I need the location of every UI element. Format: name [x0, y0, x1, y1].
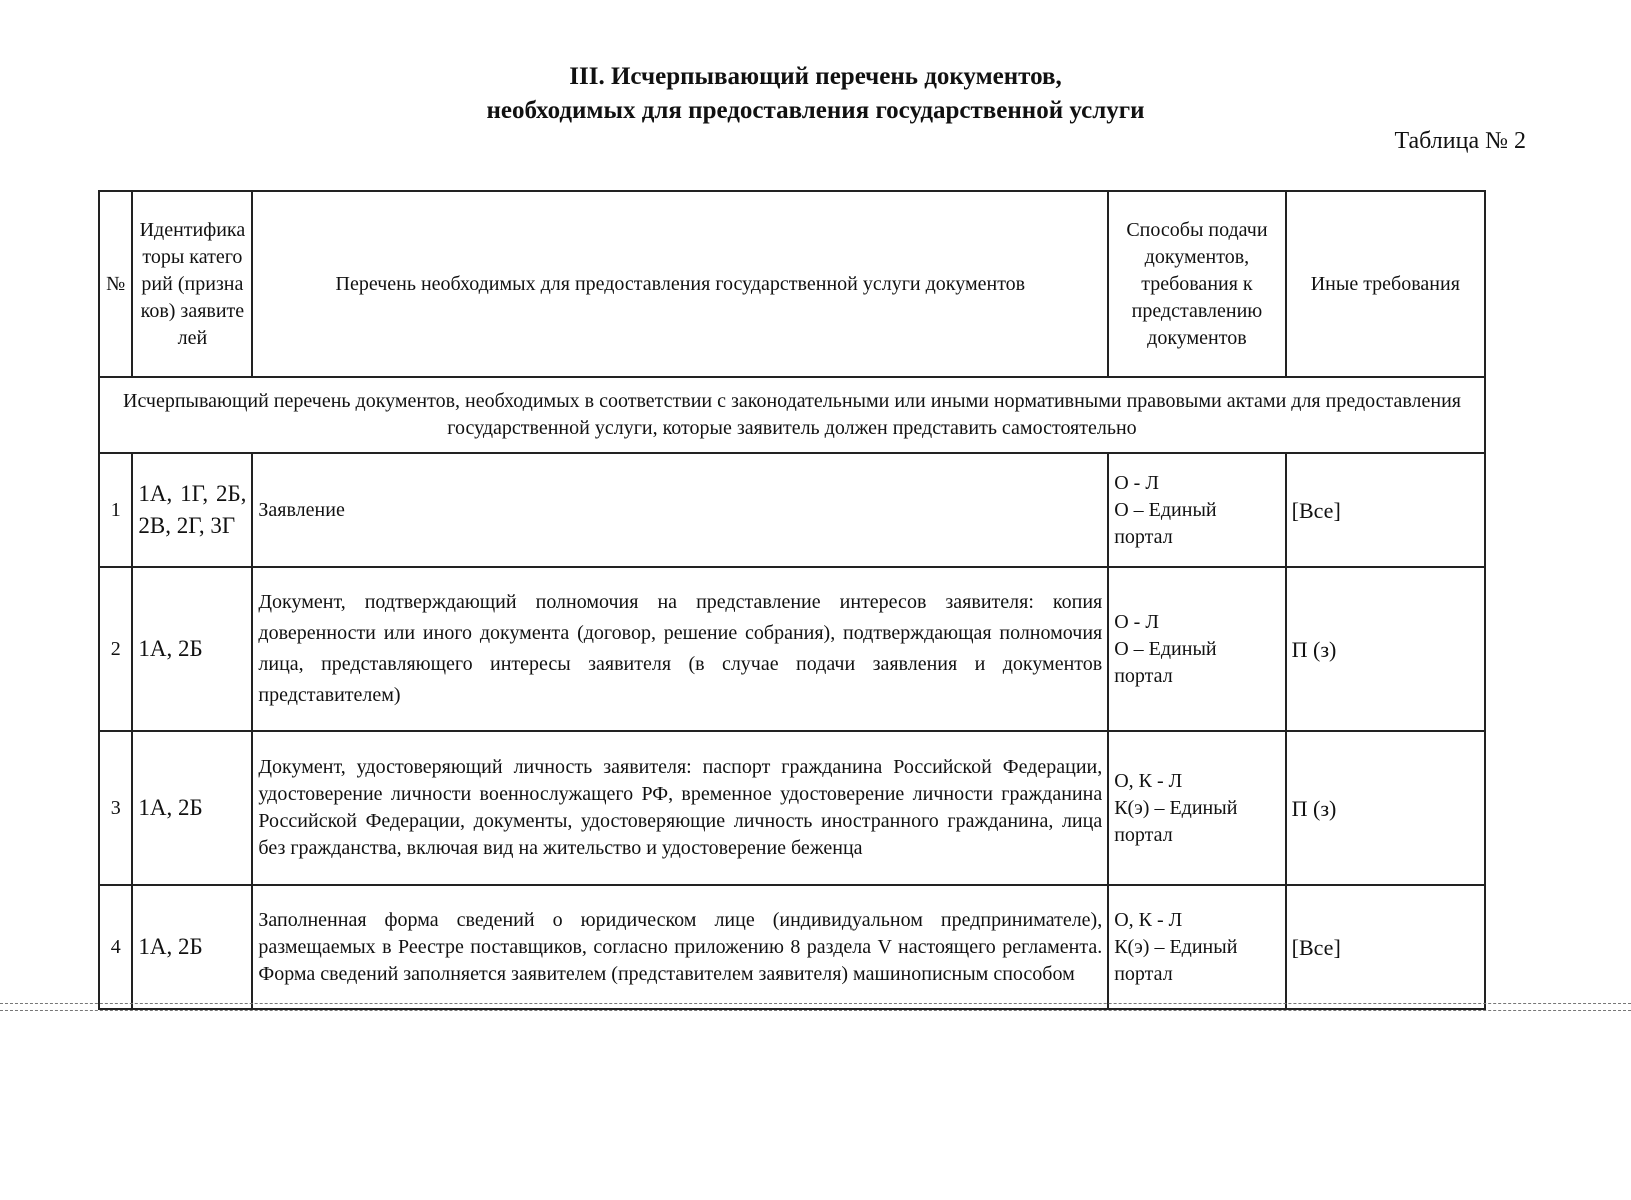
row-number: 4 — [99, 885, 132, 1009]
row-identifiers: 1А, 1Г, 2Б, 2В, 2Г, 3Г — [132, 453, 252, 567]
section-title-line-1: III. Исчерпывающий перечень документов, — [569, 63, 1062, 90]
row-other: П (з) — [1286, 567, 1485, 731]
row-identifiers: 1А, 2Б — [132, 567, 252, 731]
row-methods: О, К - Л К(э) – Единый портал — [1108, 731, 1285, 885]
row-document: Заявление — [252, 453, 1108, 567]
header-methods: Способы подачи документов, требования к представлению документов — [1108, 191, 1285, 377]
section-title-line-2: необходимых для предоставления государственной услуги — [486, 97, 1145, 124]
documents-table — [98, 190, 1486, 1010]
section-subtitle: Исчерпывающий перечень документов, необходимых в соответствии с законодательными или иными нормативными правовыми актами для предоставления государственной услуги, которые заявитель должен представить самостоятельно — [99, 377, 1485, 453]
row-other: П (з) — [1286, 731, 1485, 885]
row-identifiers: 1А, 2Б — [132, 731, 252, 885]
row-number: 2 — [99, 567, 132, 731]
row-number: 1 — [99, 453, 132, 567]
scan-cut-line — [0, 1010, 1631, 1011]
table-row — [99, 567, 1485, 731]
table-header-row — [99, 191, 1485, 377]
row-document: Заполненная форма сведений о юридическом лице (индивидуальном предпринимателе), размещаемых в Реестре поставщиков, согласно приложению 8 раздела V настоящего регламента. Форма сведений заполняется заявителем (представителем заявителя) машинописным способом — [252, 885, 1108, 1009]
row-document: Документ, подтверждающий полномочия на представление интересов заявителя: копия доверенности или иного документа (договор, решение собрания), подтверждающая полномочия лица, представляющего интересы заявителя (в случае подачи заявления и документов представителем) — [252, 567, 1108, 731]
row-other: [Все] — [1286, 453, 1485, 567]
row-methods: О, К - Л К(э) – Единый портал — [1108, 885, 1285, 1009]
header-other: Иные требования — [1286, 191, 1485, 377]
row-methods: О - Л О – Единый портал — [1108, 567, 1285, 731]
row-document: Документ, удостоверяющий личность заявителя: паспорт гражданина Российской Федерации, удостоверение личности военнослужащего РФ, временное удостоверение личности гражданина Российской Федерации, документы, удостоверяющие личность иностранного гражданина, лица без гражданства, включая вид на жительство и удостоверение беженца — [252, 731, 1108, 885]
table-row — [99, 453, 1485, 567]
section-row — [99, 377, 1485, 453]
row-other: [Все] — [1286, 885, 1485, 1009]
table-row — [99, 885, 1485, 1009]
table-row — [99, 731, 1485, 885]
row-identifiers: 1А, 2Б — [132, 885, 252, 1009]
header-num: № — [99, 191, 132, 377]
header-identifiers: Идентификаторы категорий (признаков) заявителей — [132, 191, 252, 377]
table-number: Таблица № 2 — [1394, 128, 1526, 154]
header-documents: Перечень необходимых для предоставления государственной услуги документов — [252, 191, 1108, 377]
row-number: 3 — [99, 731, 132, 885]
row-methods: О - Л О – Единый портал — [1108, 453, 1285, 567]
scan-cut-line — [0, 1003, 1631, 1004]
